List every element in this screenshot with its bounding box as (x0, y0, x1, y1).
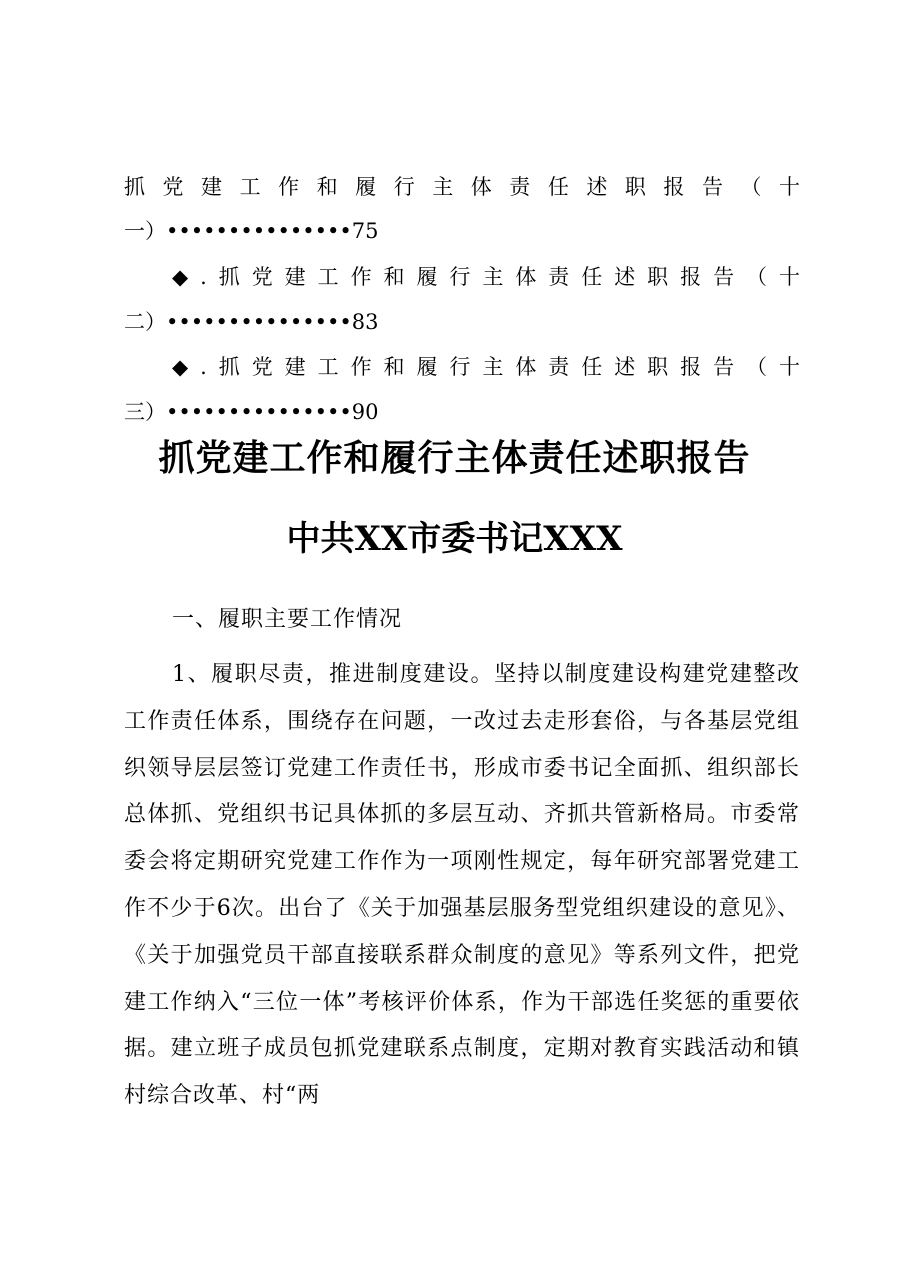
toc-entry-13-line2[interactable]: 三）•••••••••••••••90 (124, 400, 379, 424)
section-heading: 一、履职主要工作情况 (172, 607, 403, 632)
toc-entry-12-line1[interactable]: ◆.抓党建工作和履行主体责任述职报告（十 (172, 265, 800, 289)
document-subtitle: 中共XX市委书记XXX (286, 519, 623, 559)
toc-entry-11-line1[interactable]: 抓党建工作和履行主体责任述职报告（十 (124, 175, 800, 199)
toc-entry-12-line2[interactable]: 二）•••••••••••••••83 (124, 310, 379, 334)
document-title: 抓党建工作和履行主体责任述职报告 (158, 437, 751, 479)
toc-entry-11-line2[interactable]: 一）•••••••••••••••75 (124, 219, 379, 243)
toc-entry-13-line1[interactable]: ◆.抓党建工作和履行主体责任述职报告（十 (172, 355, 800, 379)
body-paragraph: 1、履职尽责，推进制度建设。坚持以制度建设构建党建整改工作责任体系，围绕存在问题，一改过去走形套俗，与各基层党组织领导层层签订党建工作责任书，形成市委书记全面抓、组织部长总体抓、党组织书记具体抓的多层互动、齐抓共管新格局。市委常委会将定期研究党建工作作为一项刚性规定，每年研究部署党建工作不少于6次。出台了《关于加强基层服务型党组织建设的意见》、《关于加强党员干部直接联系群众制度的意见》等系列文件，把党建工作纳入“三位一体”考核评价体系，作为干部选任奖惩的重要依据。建立班子成员包抓党建联系点制度，定期对教育实践活动和镇村综合改革、村“两 (124, 662, 800, 1109)
